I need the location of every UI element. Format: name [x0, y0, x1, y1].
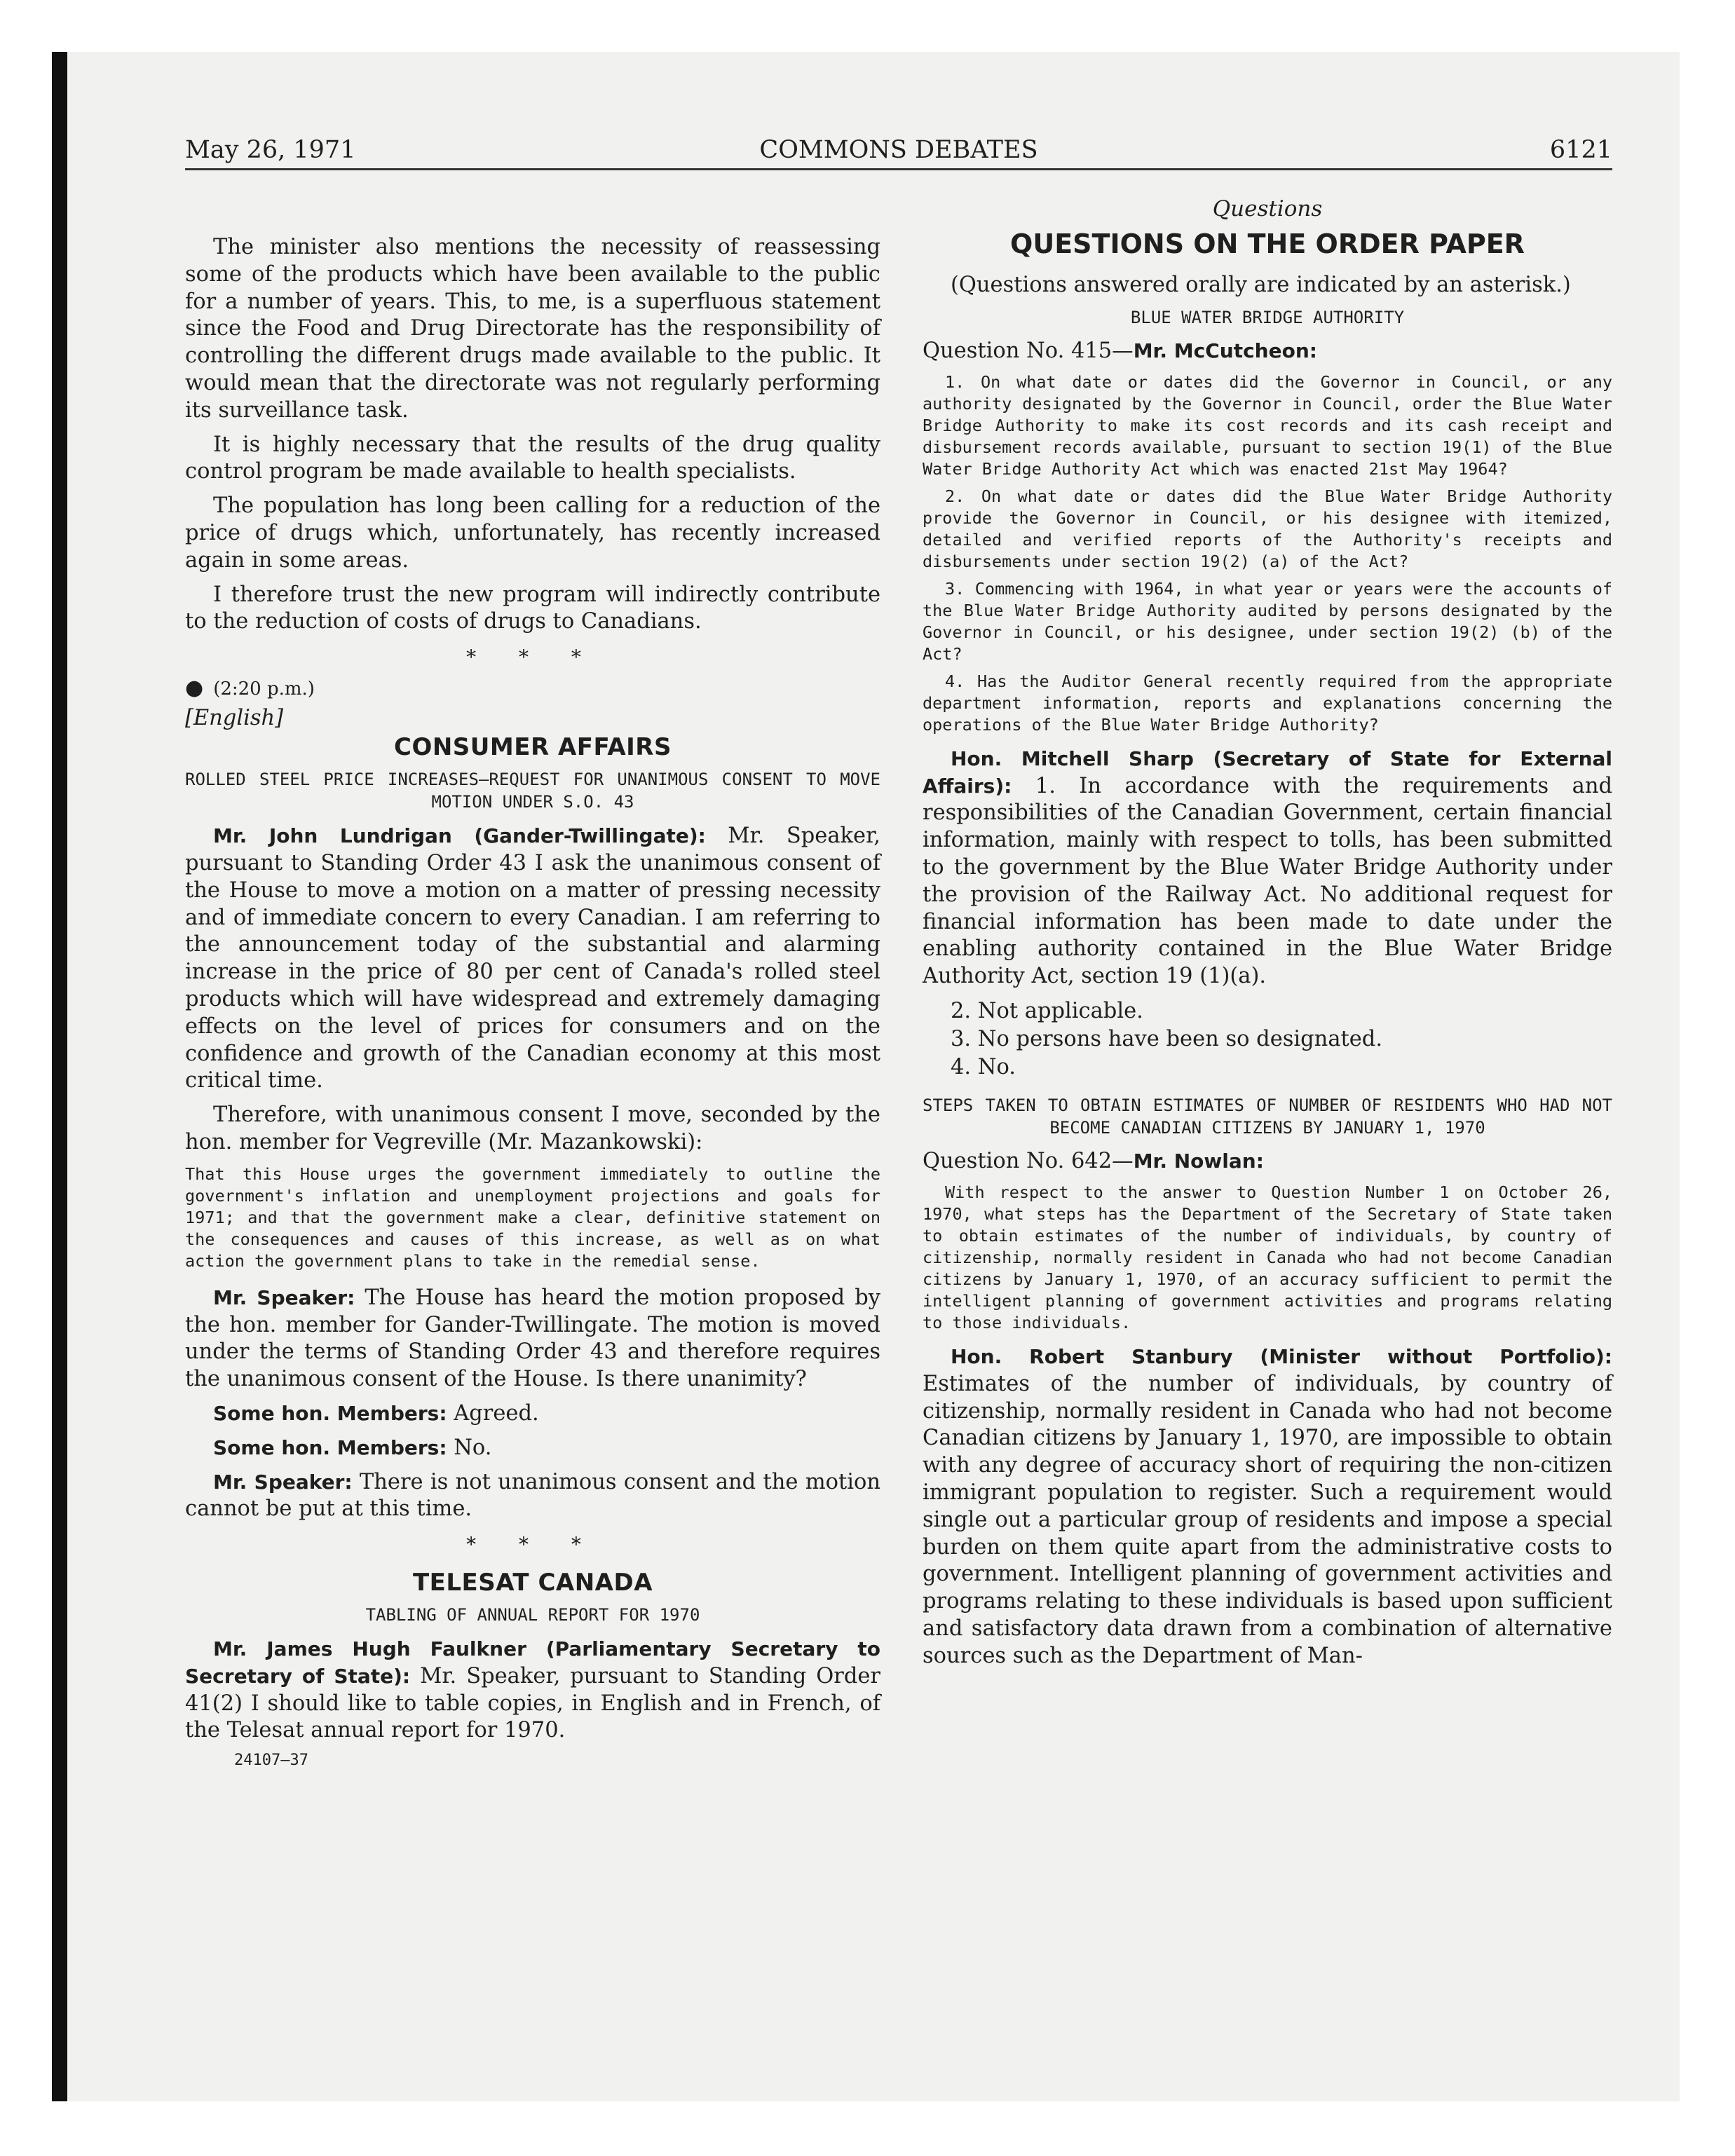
statement-text: Agreed.: [447, 1400, 539, 1426]
scan-edge-shadow: [52, 52, 67, 2101]
left-column: [185, 196, 880, 1769]
heading-consumer-affairs: CONSUMER AFFAIRS: [394, 733, 672, 762]
header-title: COMMONS DEBATES: [759, 136, 1038, 164]
subheading-steps-taken: STEPS TAKEN TO OBTAIN ESTIMATES OF NUMBER OF RESIDENTS WHO HAD NOT BECOME CANADIAN CITIZENS BY JANUARY 1, 1970: [923, 1095, 1612, 1138]
time-marker: [185, 676, 880, 700]
members-agreed: [185, 1400, 880, 1428]
paragraph-quality-control: It is highly necessary that the results of the drug quality control program be made available to health specialists.: [185, 432, 880, 484]
question-number: Question No. 415—: [923, 338, 1134, 363]
statement-text: The House has heard the motion proposed by the hon. member for Gander-Twillingate. The motion is moved under the terms of Standing Order 43 and therefore requires the unanimous consent of the House. Is there unanimity?: [185, 1285, 880, 1392]
question-415-part-2: 2. On what date or dates did the Blue Water Bridge Authority provide the Governor in Council, or his designee with itemized, detailed and verified reports of the Authority's receipts and disbursements under section 19(2) (a) of the Act?: [923, 486, 1612, 571]
subheading-tabling: TABLING OF ANNUAL REPORT FOR 1970: [365, 1605, 700, 1625]
speaker-name: Hon. Mitchell Sharp (Secretary of State for External Affairs):: [923, 746, 1612, 798]
answer-text: Estimates of the number of individuals, by country of citizenship, normally resident in Canada who had not become Canadian citizens by January 1, 1970, are impossible to obtain with any degree of accuracy short of requiring the non-citizen immigrant population to register. Such a requirement would single out a particular group of residents and impose a special burden on them quite apart from the administrative costs to government. Intelligent planning of government activities and programs relating to these individuals is based upon sufficient and satisfactory data drawn from a combination of alternative sources such as the Department of Man-: [923, 1371, 1612, 1668]
speaker-name: Mr. James Hugh Faulkner (Parliamentary Secretary to Secretary of State):: [185, 1637, 880, 1688]
bullet-icon: ●: [185, 676, 204, 701]
speaker-name: Some hon. Members:: [213, 1401, 447, 1425]
sharp-answer: [923, 746, 1612, 990]
question-415-part-4: 4. Has the Auditor General recently required from the appropriate department information, reports and explanations concerning the operations of the Blue Water Bridge Authority?: [923, 671, 1612, 735]
language-marker: [English]: [185, 706, 284, 731]
paragraph-minister: The minister also mentions the necessity of reassessing some of the products which have been available to the public for a number of years. This, to me, is a superfluous statement since the Food and Drug Directorate has the responsibility of controlling the different drugs made available to the public. It would mean that the directorate was not regularly performing its surveillance task.: [185, 235, 880, 423]
paragraph-trust: I therefore trust the new program will indirectly contribute to the reduction of costs of drugs to Canadians.: [185, 582, 880, 634]
members-no: [185, 1435, 880, 1462]
speaker-statement-1: [185, 1285, 880, 1393]
subheading-blue-water: BLUE WATER BRIDGE AUTHORITY: [1130, 307, 1405, 327]
section-separator-2: * * *: [466, 1533, 599, 1557]
speaker-name: Some hon. Members:: [213, 1435, 447, 1459]
statement-text: Mr. Speaker, pursuant to Standing Order 41(2) I should like to table copies, in English and in French, of the Telesat annual report for 1970.: [185, 1663, 881, 1743]
lundrigan-statement: [185, 823, 880, 1095]
running-head-questions: Questions: [1212, 196, 1323, 221]
question-number: Question No. 642—: [923, 1148, 1134, 1173]
questions-intro: (Questions answered orally are indicated by an asterisk.): [951, 273, 1571, 297]
right-column: [923, 196, 1612, 1677]
header-date: May 26, 1971: [185, 136, 356, 164]
question-415-part-1: 1. On what date or dates did the Governor in Council, or any authority designated by the Governor in Council, order the Blue Water Bridge Authority to make its cost records and its cash receipt and disbursement records available, pursuant to section 19(1) of the Blue Water Bridge Authority Act which was enacted 21st May 1964?: [923, 371, 1612, 479]
member-name: Mr. McCutcheon:: [1133, 339, 1317, 362]
motion-text: That this House urges the government immediately to outline the government's inflation and unemployment projections and goals for 1971; and that the government make a clear, definitive statement on the consequences and causes of this increase, as well as on what action the government plans to take in the remedial sense.: [185, 1164, 880, 1271]
member-name: Mr. Nowlan:: [1133, 1149, 1264, 1173]
page-header: [185, 132, 1612, 170]
page-number: 6121: [1549, 136, 1612, 164]
paragraph-population: The population has long been calling for a reduction of the price of drugs which, unfortunately, has recently increased again in some areas.: [185, 493, 880, 573]
speaker-name: Mr. Speaker:: [213, 1285, 355, 1309]
faulkner-statement: [185, 1636, 880, 1745]
stanbury-answer: [923, 1344, 1612, 1670]
answer-2: 2. Not applicable.: [951, 998, 1143, 1023]
speaker-name: Mr. Speaker:: [213, 1470, 353, 1494]
time-text: (2:20 p.m.): [213, 678, 315, 700]
statement-text: There is not unanimous consent and the motion cannot be put at this time.: [185, 1469, 880, 1522]
question-642-label: [923, 1149, 1612, 1173]
print-code: 24107—37: [234, 1752, 308, 1770]
section-separator: * * *: [466, 646, 599, 669]
question-415-label: [923, 339, 1612, 363]
answer-4: 4. No.: [951, 1054, 1016, 1079]
heading-telesat: TELESAT CANADA: [412, 1569, 653, 1597]
subheading-rolled-steel: ROLLED STEEL PRICE INCREASES—REQUEST FOR UNANIMOUS CONSENT TO MOVE MOTION UNDER S.O. 43: [185, 770, 880, 812]
answer-text: 1. In accordance with the requirements and responsibilities of the Canadian Government, certain financial information, mainly with respect to tolls, has been submitted to the government by the Blue Water Bridge Authority under the provision of the Railway Act. No additional request for financial information has been made to date under the enabling authority contained in the Blue Water Bridge Authority Act, section 19 (1)(a).: [923, 773, 1612, 989]
answer-3: 3. No persons have been so designated.: [951, 1026, 1383, 1051]
statement-text: Mr. Speaker, pursuant to Standing Order 43 I ask the unanimous consent of the House to move a motion on a matter of pressing necessity and of immediate concern to every Canadian. I am referring to the announcement today of the substantial and alarming increase in the price of 80 per cent of Canada's rolled steel products which will have widespread and extremely damaging effects on the level of prices for consumers and on the confidence and growth of the Canadian economy at this most critical time.: [185, 824, 880, 1093]
speaker-name: Mr. John Lundrigan (Gander-Twillingate):: [213, 824, 706, 848]
statement-text: No.: [447, 1435, 492, 1460]
question-642-text: With respect to the answer to Question Number 1 on October 26, 1970, what steps has the Department of the Secretary of State taken to obtain estimates of the number of individuals, by country of citizenship, normally resident in Canada who had not become Canadian citizens by January 1, 1970, of an accuracy sufficient to permit the intelligent planning of government activities and programs relating to those individuals.: [923, 1182, 1612, 1332]
question-415-part-3: 3. Commencing with 1964, in what year or years were the accounts of the Blue Water Bridge Authority audited by persons designated by the Governor in Council, or his designee, under section 19(2) (b) of the Act?: [923, 578, 1612, 664]
speaker-name: Hon. Robert Stanbury (Minister without Portfolio):: [951, 1344, 1612, 1368]
paragraph-therefore: Therefore, with unanimous consent I move, seconded by the hon. member for Vegreville (Mr. Mazankowski):: [185, 1103, 880, 1154]
heading-questions-order-paper: QUESTIONS ON THE ORDER PAPER: [1010, 228, 1525, 259]
speaker-statement-2: [185, 1469, 880, 1524]
